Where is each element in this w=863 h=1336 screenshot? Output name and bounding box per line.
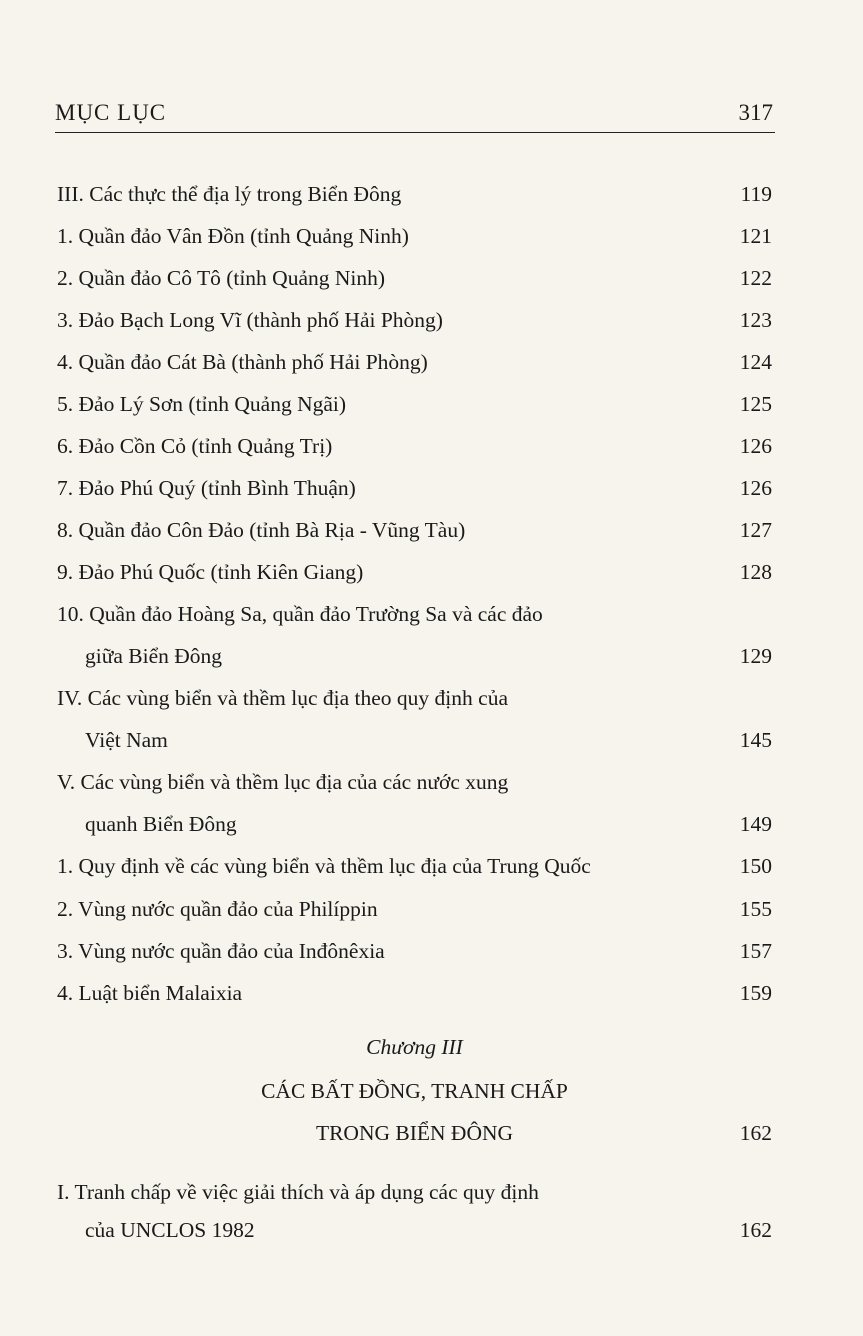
toc-page-number: 124 xyxy=(739,350,772,374)
toc-page-number: 129 xyxy=(739,644,772,668)
toc-entry: 4. Luật biển Malaixia 159 xyxy=(57,977,772,1009)
toc-page-number: 159 xyxy=(739,981,772,1005)
toc-entry: 8. Quần đảo Côn Đảo (tỉnh Bà Rịa - Vũng Tàu) 127 xyxy=(57,514,772,546)
toc-entry: 2. Quần đảo Cô Tô (tỉnh Quảng Ninh) 122 xyxy=(57,262,772,294)
toc-entry: V. Các vùng biển và thềm lục địa của các nước xung xyxy=(57,770,509,794)
toc-page-number: 126 xyxy=(739,476,772,500)
toc-page-number: 162 xyxy=(739,1121,772,1145)
toc-entry: 3. Đảo Bạch Long Vĩ (thành phố Hải Phòng) 123 xyxy=(57,304,772,336)
toc-page-number: 119 xyxy=(740,182,772,206)
toc-entry: 5. Đảo Lý Sơn (tỉnh Quảng Ngãi) 125 xyxy=(57,388,772,420)
toc-entry: 1. Quy định về các vùng biển và thềm lục địa của Trung Quốc 150 xyxy=(57,850,772,882)
toc-entry: III. Các thực thể địa lý trong Biển Đông 119 xyxy=(57,178,772,210)
toc-page-number: 122 xyxy=(739,266,772,290)
chapter-title: TRONG BIỂN ĐÔNG 162 xyxy=(57,1117,772,1149)
toc-page-number: 126 xyxy=(739,434,772,458)
toc-entry: 2. Vùng nước quần đảo của Philíppin 155 xyxy=(57,893,772,925)
toc-page-number: 149 xyxy=(739,812,772,836)
toc-page-number: 123 xyxy=(739,308,772,332)
chapter-title: CÁC BẤT ĐỒNG, TRANH CHẤP xyxy=(261,1079,568,1103)
toc-entry: I. Tranh chấp về việc giải thích và áp dụng các quy định xyxy=(57,1180,539,1204)
toc-page-number: 157 xyxy=(739,939,772,963)
toc-entry: Việt Nam 145 xyxy=(57,724,772,756)
toc-entry: 7. Đảo Phú Quý (tỉnh Bình Thuận) 126 xyxy=(57,472,772,504)
toc-page-number: 128 xyxy=(739,560,772,584)
toc-entry: IV. Các vùng biển và thềm lục địa theo quy định của xyxy=(57,686,508,710)
toc-entry: 1. Quần đảo Vân Đồn (tỉnh Quảng Ninh) 121 xyxy=(57,220,772,252)
toc-page-number: 145 xyxy=(739,728,772,752)
toc-entry: giữa Biển Đông 129 xyxy=(57,640,772,672)
chapter-label: Chương III xyxy=(366,1035,463,1059)
header-title: MỤC LỤC xyxy=(55,100,167,125)
toc-page-number: 150 xyxy=(739,854,772,878)
toc-page-number: 125 xyxy=(739,392,772,416)
toc-entry: 10. Quần đảo Hoàng Sa, quần đảo Trường Sa và các đảo xyxy=(57,602,543,626)
toc-entry: của UNCLOS 1982 162 xyxy=(57,1214,772,1246)
toc-page-number: 121 xyxy=(739,224,772,248)
toc-entry: 6. Đảo Cồn Cỏ (tỉnh Quảng Trị) 126 xyxy=(57,430,772,462)
toc-page-number: 127 xyxy=(739,518,772,542)
toc-entry: 3. Vùng nước quần đảo của Inđônêxia 157 xyxy=(57,935,772,967)
toc-entry: quanh Biển Đông 149 xyxy=(57,808,772,840)
toc-entry: 4. Quần đảo Cát Bà (thành phố Hải Phòng) 124 xyxy=(57,346,772,378)
toc-entry: 9. Đảo Phú Quốc (tỉnh Kiên Giang) 128 xyxy=(57,556,772,588)
toc-page-number: 155 xyxy=(739,897,772,921)
header-page-number: 317 xyxy=(738,100,773,125)
toc-page-number: 162 xyxy=(739,1218,772,1242)
